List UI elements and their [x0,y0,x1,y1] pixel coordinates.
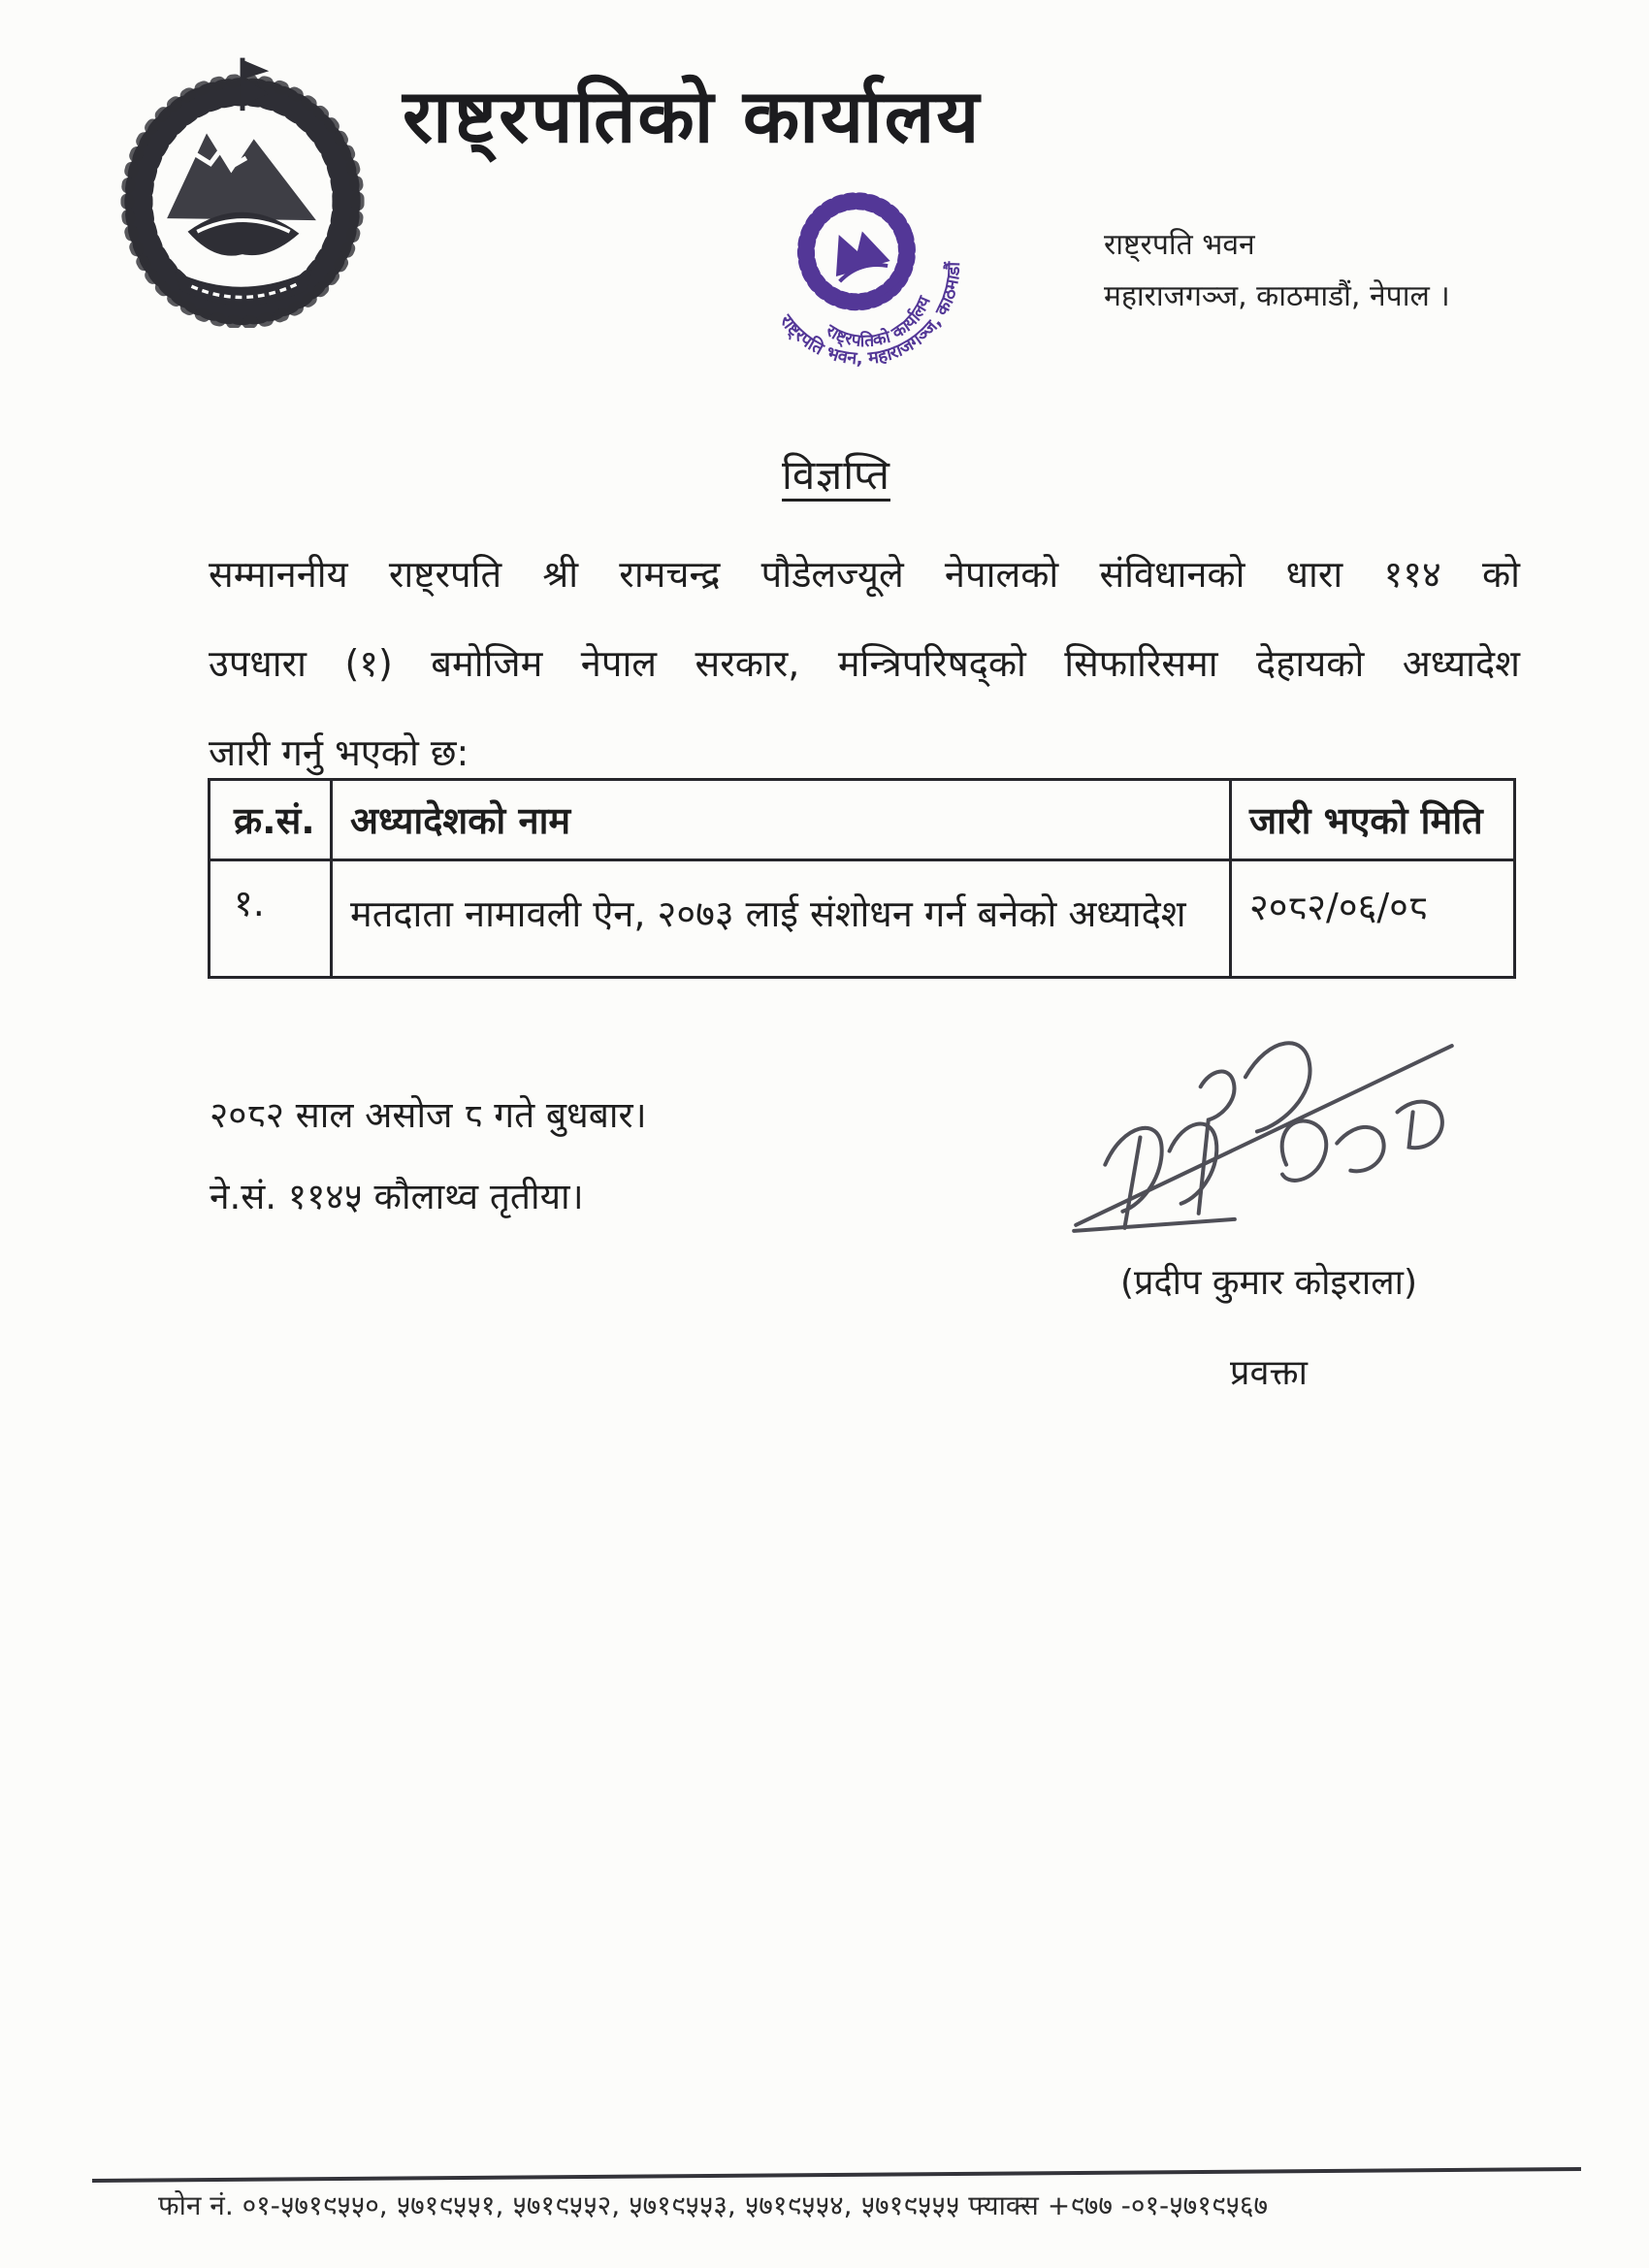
header-ordinance-name: अध्यादेशको नाम [332,780,1231,860]
notice-title: विज्ञप्ति [782,451,890,499]
signature-block [1046,1019,1492,1395]
notice-body [209,535,1520,803]
seal-arc-text-top: राष्ट्रपतिको कार्यालय [822,293,935,352]
cell-issue-date: २०८२/०६/०८ [1231,860,1515,978]
signatory-name: (प्रदीप कुमार कोइराला) [1119,1263,1417,1303]
address-line-1: राष्ट्रपति भवन [1104,228,1255,262]
date-block [210,1075,647,1238]
signatory-designation: प्रवक्ता [1230,1353,1308,1393]
table-header-row [210,780,1515,860]
footer-contact: फोन नं. ०१-५७१९५५०, ५७१९५५१, ५७१९५५२, ५७१९५५३, ५७१९५५४, ५७१९५५५ फ्याक्स +९७७ -०१-५७१९५६७ [158,2189,1269,2221]
address-line-2: महाराजगञ्ज, काठमाडौं, नेपाल । [1104,279,1450,313]
ordinance-table [208,778,1516,979]
office-address [1104,219,1450,322]
cell-serial-number: १. [210,860,332,978]
body-line-1: सम्माननीय राष्ट्रपति श्री रामचन्द्र पौडेलज्यूले नेपालको संविधानको धारा ११४ को [209,553,1520,596]
footer-divider [92,2167,1581,2183]
nepal-coat-of-arms-emblem [101,47,384,328]
table-row [210,860,1515,978]
body-line-3: जारी गर्नु भएको छ: [209,731,469,774]
notice-title-row [0,446,1649,502]
date-line-bs: २०८२ साल असोज ८ गते बुधबार। [210,1094,647,1136]
body-line-2: उपधारा (१) बमोजिम नेपाल सरकार, मन्त्रिपरिषद्को सिफारिसमा देहायको अध्यादेश [209,642,1520,685]
header-serial-number: क्र.सं. [210,780,332,860]
date-line-nepal-sambat: ने.सं. ११४५ कौलाथ्व तृतीया। [210,1176,584,1217]
office-title: राष्ट्रपतिको कार्यालय [403,73,982,159]
header-issue-date: जारी भएको मिति [1231,780,1515,860]
handwritten-signature [1052,1019,1485,1257]
office-seal-stamp [733,157,995,394]
seal-arc-text-bottom: राष्ट्रपति भवन, महाराजगञ्ज, काठमाडौं [775,261,965,370]
cell-ordinance-name: मतदाता नामावली ऐन, २०७३ लाई संशोधन गर्न बनेको अध्यादेश [332,860,1231,978]
